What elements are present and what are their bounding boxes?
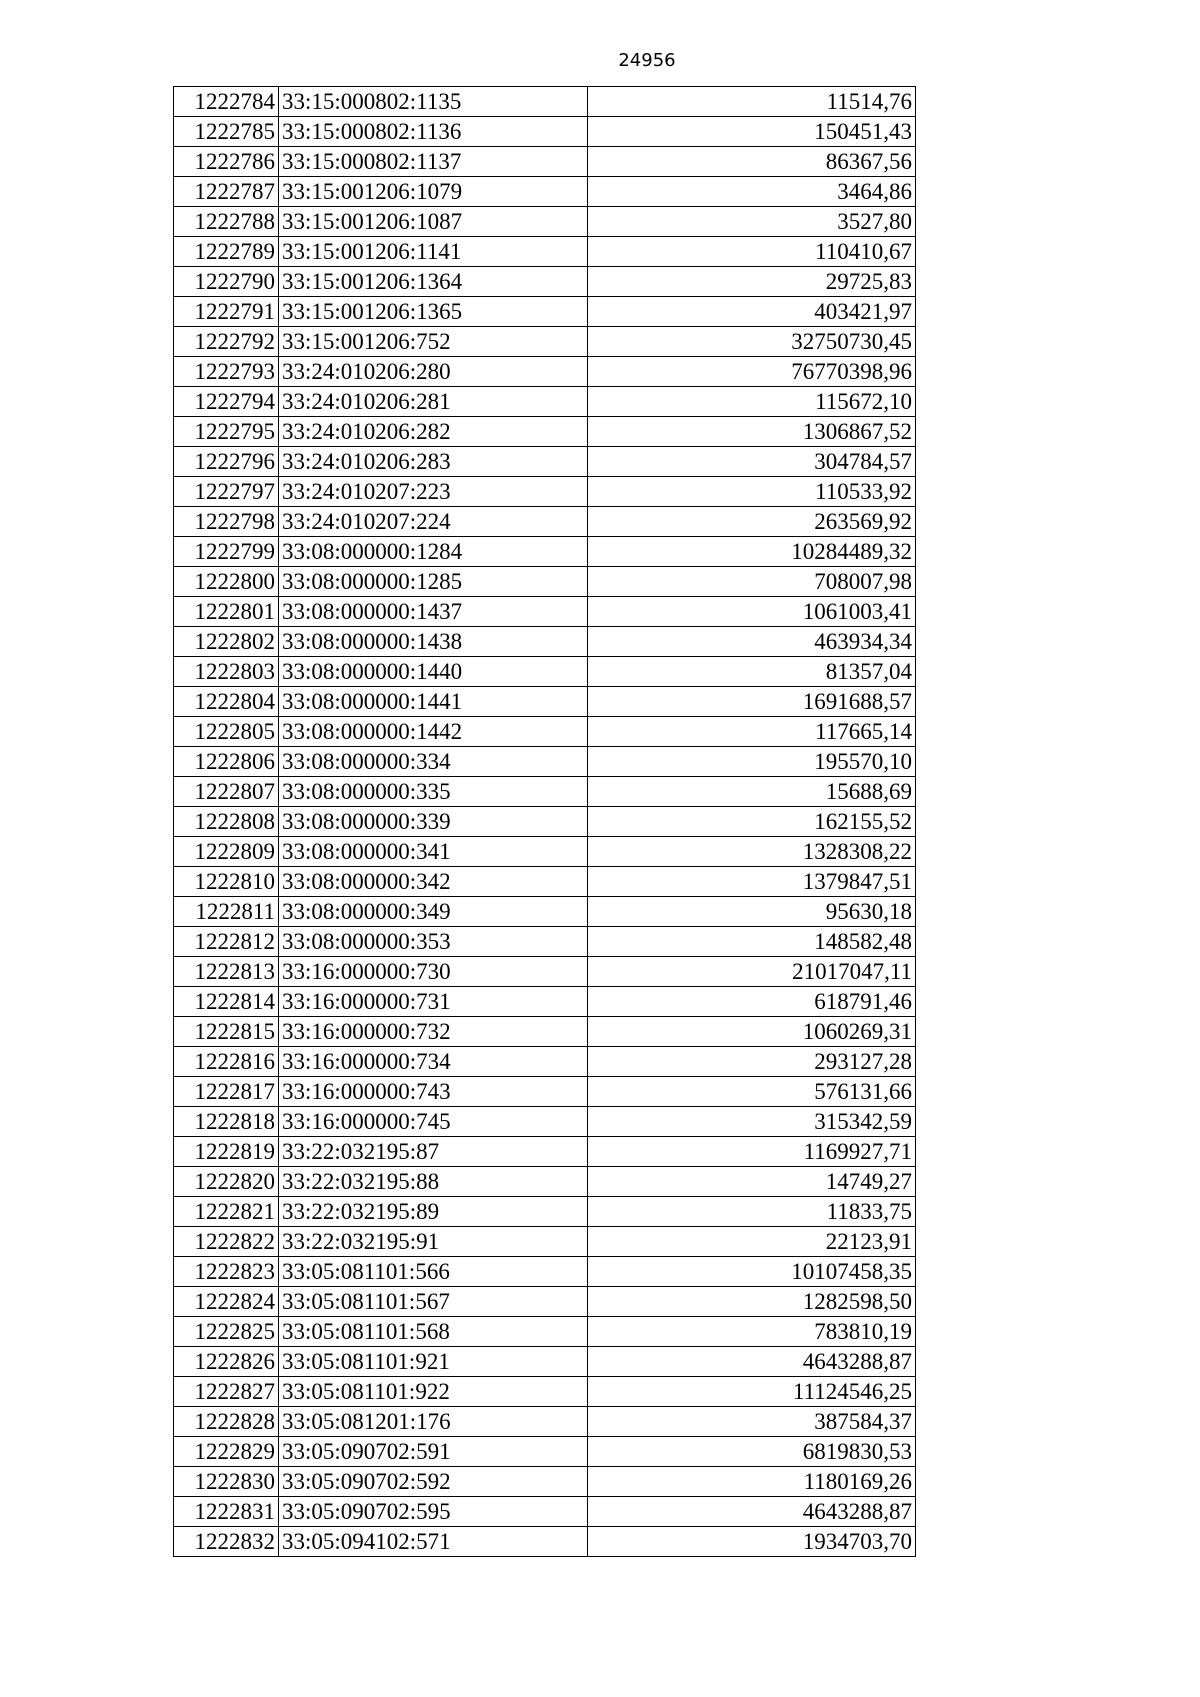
- row-id-cell: 1222804: [174, 687, 279, 717]
- row-id-cell: 1222823: [174, 1257, 279, 1287]
- row-id-cell: 1222805: [174, 717, 279, 747]
- row-id-cell: 1222824: [174, 1287, 279, 1317]
- value-cell: 110533,92: [588, 477, 916, 507]
- table-row: [174, 117, 916, 147]
- table-row: [174, 807, 916, 837]
- row-id-cell: 1222798: [174, 507, 279, 537]
- row-id-cell: 1222829: [174, 1437, 279, 1467]
- row-id-cell: 1222794: [174, 387, 279, 417]
- table-body: [174, 87, 916, 1557]
- row-id-cell: 1222788: [174, 207, 279, 237]
- value-cell: 1061003,41: [588, 597, 916, 627]
- table-row: [174, 1137, 916, 1167]
- row-id-cell: 1222828: [174, 1407, 279, 1437]
- table-row: [174, 867, 916, 897]
- cadastral-number-cell: 33:08:000000:1285: [279, 567, 588, 597]
- value-cell: 708007,98: [588, 567, 916, 597]
- cadastral-number-cell: 33:08:000000:1441: [279, 687, 588, 717]
- value-cell: 1060269,31: [588, 1017, 916, 1047]
- value-cell: 1328308,22: [588, 837, 916, 867]
- table-row: [174, 927, 916, 957]
- row-id-cell: 1222813: [174, 957, 279, 987]
- value-cell: 11514,76: [588, 87, 916, 117]
- value-cell: 1306867,52: [588, 417, 916, 447]
- row-id-cell: 1222789: [174, 237, 279, 267]
- table-row: [174, 1017, 916, 1047]
- value-cell: 110410,67: [588, 237, 916, 267]
- table-row: [174, 1287, 916, 1317]
- cadastral-number-cell: 33:05:090702:591: [279, 1437, 588, 1467]
- row-id-cell: 1222787: [174, 177, 279, 207]
- value-cell: 11124546,25: [588, 1377, 916, 1407]
- cadastral-number-cell: 33:05:090702:595: [279, 1497, 588, 1527]
- row-id-cell: 1222831: [174, 1497, 279, 1527]
- table-row: [174, 657, 916, 687]
- cadastral-number-cell: 33:16:000000:730: [279, 957, 588, 987]
- cadastral-number-cell: 33:24:010206:283: [279, 447, 588, 477]
- value-cell: 293127,28: [588, 1047, 916, 1077]
- cadastral-number-cell: 33:05:081101:566: [279, 1257, 588, 1287]
- row-id-cell: 1222799: [174, 537, 279, 567]
- value-cell: 1934703,70: [588, 1527, 916, 1557]
- value-cell: 618791,46: [588, 987, 916, 1017]
- value-cell: 4643288,87: [588, 1347, 916, 1377]
- cadastral-number-cell: 33:15:000802:1136: [279, 117, 588, 147]
- cadastral-number-cell: 33:15:001206:1364: [279, 267, 588, 297]
- cadastral-number-cell: 33:05:081101:922: [279, 1377, 588, 1407]
- cadastral-number-cell: 33:08:000000:1440: [279, 657, 588, 687]
- table-row: [174, 987, 916, 1017]
- cadastral-number-cell: 33:15:001206:1141: [279, 237, 588, 267]
- cadastral-number-cell: 33:05:081101:567: [279, 1287, 588, 1317]
- table-row: [174, 1047, 916, 1077]
- table-row: [174, 447, 916, 477]
- table-row: [174, 1257, 916, 1287]
- table-row: [174, 87, 916, 117]
- table-row: [174, 297, 916, 327]
- row-id-cell: 1222797: [174, 477, 279, 507]
- cadastral-number-cell: 33:24:010206:281: [279, 387, 588, 417]
- table-row: [174, 267, 916, 297]
- value-cell: 14749,27: [588, 1167, 916, 1197]
- row-id-cell: 1222820: [174, 1167, 279, 1197]
- table-row: [174, 1407, 916, 1437]
- cadastral-number-cell: 33:24:010207:224: [279, 507, 588, 537]
- table-row: [174, 717, 916, 747]
- table-row: [174, 1107, 916, 1137]
- cadastral-number-cell: 33:08:000000:339: [279, 807, 588, 837]
- table-row: [174, 207, 916, 237]
- row-id-cell: 1222826: [174, 1347, 279, 1377]
- value-cell: 387584,37: [588, 1407, 916, 1437]
- cadastral-number-cell: 33:16:000000:743: [279, 1077, 588, 1107]
- table-row: [174, 957, 916, 987]
- table-row: [174, 507, 916, 537]
- cadastral-number-cell: 33:22:032195:88: [279, 1167, 588, 1197]
- cadastral-number-cell: 33:22:032195:87: [279, 1137, 588, 1167]
- table-row: [174, 1437, 916, 1467]
- cadastral-number-cell: 33:08:000000:335: [279, 777, 588, 807]
- value-cell: 86367,56: [588, 147, 916, 177]
- cadastral-number-cell: 33:16:000000:732: [279, 1017, 588, 1047]
- page-number: 24956: [618, 50, 676, 71]
- value-cell: 463934,34: [588, 627, 916, 657]
- row-id-cell: 1222796: [174, 447, 279, 477]
- table-row: [174, 177, 916, 207]
- value-cell: 315342,59: [588, 1107, 916, 1137]
- value-cell: 1180169,26: [588, 1467, 916, 1497]
- value-cell: 3527,80: [588, 207, 916, 237]
- table-row: [174, 567, 916, 597]
- value-cell: 6819830,53: [588, 1437, 916, 1467]
- cadastral-number-cell: 33:05:081101:568: [279, 1317, 588, 1347]
- value-cell: 783810,19: [588, 1317, 916, 1347]
- value-cell: 10107458,35: [588, 1257, 916, 1287]
- value-cell: 1169927,71: [588, 1137, 916, 1167]
- table-row: [174, 357, 916, 387]
- table-row: [174, 1467, 916, 1497]
- row-id-cell: 1222818: [174, 1107, 279, 1137]
- value-cell: 32750730,45: [588, 327, 916, 357]
- value-cell: 304784,57: [588, 447, 916, 477]
- row-id-cell: 1222800: [174, 567, 279, 597]
- row-id-cell: 1222801: [174, 597, 279, 627]
- table-row: [174, 477, 916, 507]
- row-id-cell: 1222816: [174, 1047, 279, 1077]
- value-cell: 76770398,96: [588, 357, 916, 387]
- value-cell: 81357,04: [588, 657, 916, 687]
- value-cell: 195570,10: [588, 747, 916, 777]
- cadastral-number-cell: 33:15:001206:752: [279, 327, 588, 357]
- cadastral-number-cell: 33:16:000000:734: [279, 1047, 588, 1077]
- table-row: [174, 747, 916, 777]
- row-id-cell: 1222832: [174, 1527, 279, 1557]
- cadastral-number-cell: 33:08:000000:1442: [279, 717, 588, 747]
- cadastral-number-cell: 33:08:000000:342: [279, 867, 588, 897]
- row-id-cell: 1222790: [174, 267, 279, 297]
- row-id-cell: 1222808: [174, 807, 279, 837]
- row-id-cell: 1222793: [174, 357, 279, 387]
- value-cell: 10284489,32: [588, 537, 916, 567]
- table-row: [174, 837, 916, 867]
- cadastral-number-cell: 33:08:000000:341: [279, 837, 588, 867]
- table-row: [174, 1377, 916, 1407]
- cadastral-number-cell: 33:05:090702:592: [279, 1467, 588, 1497]
- table-row: [174, 1197, 916, 1227]
- cadastral-number-cell: 33:22:032195:91: [279, 1227, 588, 1257]
- row-id-cell: 1222806: [174, 747, 279, 777]
- cadastral-number-cell: 33:15:000802:1135: [279, 87, 588, 117]
- row-id-cell: 1222802: [174, 627, 279, 657]
- table-row: [174, 597, 916, 627]
- row-id-cell: 1222830: [174, 1467, 279, 1497]
- table-row: [174, 147, 916, 177]
- cadastral-number-cell: 33:08:000000:334: [279, 747, 588, 777]
- value-cell: 95630,18: [588, 897, 916, 927]
- row-id-cell: 1222803: [174, 657, 279, 687]
- cadastral-number-cell: 33:08:000000:1437: [279, 597, 588, 627]
- cadastral-number-cell: 33:24:010206:282: [279, 417, 588, 447]
- cadastral-number-cell: 33:24:010207:223: [279, 477, 588, 507]
- table-row: [174, 897, 916, 927]
- table-row: [174, 1317, 916, 1347]
- row-id-cell: 1222817: [174, 1077, 279, 1107]
- value-cell: 263569,92: [588, 507, 916, 537]
- table-row: [174, 687, 916, 717]
- value-cell: 148582,48: [588, 927, 916, 957]
- row-id-cell: 1222812: [174, 927, 279, 957]
- table-row: [174, 1167, 916, 1197]
- table-row: [174, 1077, 916, 1107]
- row-id-cell: 1222821: [174, 1197, 279, 1227]
- row-id-cell: 1222791: [174, 297, 279, 327]
- value-cell: 162155,52: [588, 807, 916, 837]
- table-row: [174, 1527, 916, 1557]
- table-row: [174, 1227, 916, 1257]
- table-row: [174, 777, 916, 807]
- cadastral-number-cell: 33:16:000000:745: [279, 1107, 588, 1137]
- row-id-cell: 1222811: [174, 897, 279, 927]
- table-row: [174, 1347, 916, 1377]
- cadastral-number-cell: 33:08:000000:349: [279, 897, 588, 927]
- row-id-cell: 1222809: [174, 837, 279, 867]
- cadastral-number-cell: 33:08:000000:1438: [279, 627, 588, 657]
- table-row: [174, 417, 916, 447]
- value-cell: 29725,83: [588, 267, 916, 297]
- value-cell: 11833,75: [588, 1197, 916, 1227]
- table-row: [174, 237, 916, 267]
- cadastral-number-cell: 33:08:000000:1284: [279, 537, 588, 567]
- row-id-cell: 1222795: [174, 417, 279, 447]
- value-cell: 3464,86: [588, 177, 916, 207]
- cadastral-number-cell: 33:22:032195:89: [279, 1197, 588, 1227]
- row-id-cell: 1222810: [174, 867, 279, 897]
- cadastral-number-cell: 33:15:001206:1087: [279, 207, 588, 237]
- table-row: [174, 627, 916, 657]
- cadastral-number-cell: 33:08:000000:353: [279, 927, 588, 957]
- cadastral-number-cell: 33:15:000802:1137: [279, 147, 588, 177]
- row-id-cell: 1222784: [174, 87, 279, 117]
- value-cell: 150451,43: [588, 117, 916, 147]
- row-id-cell: 1222825: [174, 1317, 279, 1347]
- cadastral-number-cell: 33:16:000000:731: [279, 987, 588, 1017]
- row-id-cell: 1222822: [174, 1227, 279, 1257]
- row-id-cell: 1222827: [174, 1377, 279, 1407]
- row-id-cell: 1222815: [174, 1017, 279, 1047]
- value-cell: 117665,14: [588, 717, 916, 747]
- row-id-cell: 1222819: [174, 1137, 279, 1167]
- cadastral-number-cell: 33:15:001206:1079: [279, 177, 588, 207]
- row-id-cell: 1222792: [174, 327, 279, 357]
- cadastral-number-cell: 33:15:001206:1365: [279, 297, 588, 327]
- value-cell: 4643288,87: [588, 1497, 916, 1527]
- row-id-cell: 1222786: [174, 147, 279, 177]
- value-cell: 21017047,11: [588, 957, 916, 987]
- row-id-cell: 1222814: [174, 987, 279, 1017]
- cadastral-number-cell: 33:05:081201:176: [279, 1407, 588, 1437]
- value-cell: 1282598,50: [588, 1287, 916, 1317]
- table-row: [174, 1497, 916, 1527]
- value-cell: 1691688,57: [588, 687, 916, 717]
- value-cell: 15688,69: [588, 777, 916, 807]
- cadastral-number-cell: 33:24:010206:280: [279, 357, 588, 387]
- value-cell: 115672,10: [588, 387, 916, 417]
- cadastral-value-table: [173, 86, 916, 1557]
- value-cell: 1379847,51: [588, 867, 916, 897]
- value-cell: 576131,66: [588, 1077, 916, 1107]
- cadastral-number-cell: 33:05:094102:571: [279, 1527, 588, 1557]
- row-id-cell: 1222785: [174, 117, 279, 147]
- value-cell: 22123,91: [588, 1227, 916, 1257]
- value-cell: 403421,97: [588, 297, 916, 327]
- row-id-cell: 1222807: [174, 777, 279, 807]
- table-row: [174, 537, 916, 567]
- cadastral-number-cell: 33:05:081101:921: [279, 1347, 588, 1377]
- table-row: [174, 387, 916, 417]
- table-row: [174, 327, 916, 357]
